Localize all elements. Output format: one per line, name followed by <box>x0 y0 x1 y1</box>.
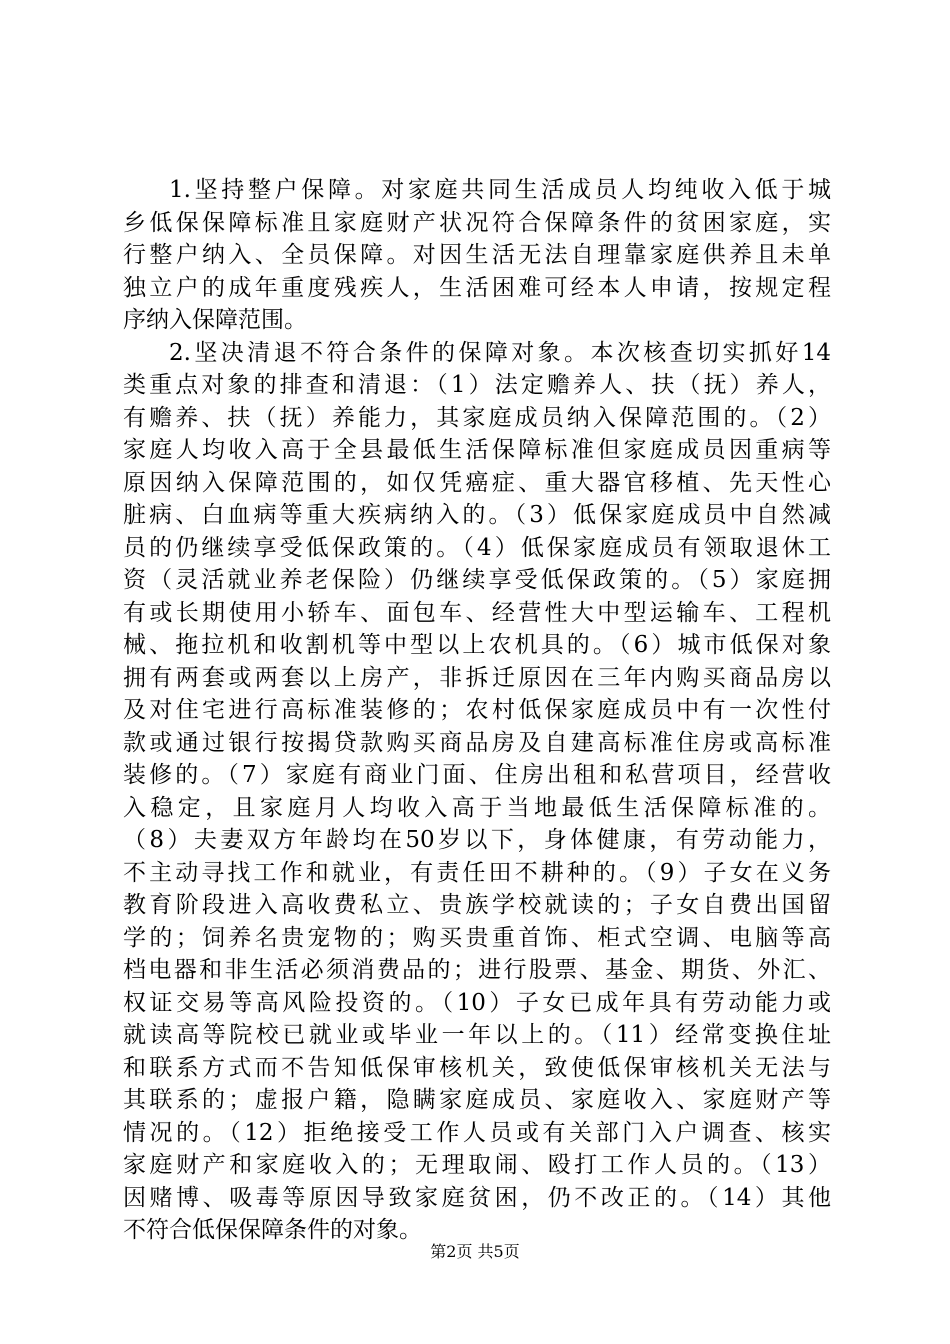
text-line: 员的仍继续享受低保政策的。（4）低保家庭成员有领取退休工 <box>123 534 831 561</box>
text-line: 其联系的；虚报户籍，隐瞒家庭成员、家庭收入、家庭财产等 <box>123 1087 831 1113</box>
text-line: 学的；饲养名贵宠物的；购买贵重首饰、柜式空调、电脑等高 <box>123 924 831 951</box>
body-text <box>123 174 831 1247</box>
text-line: （8）夫妻双方年龄均在50岁以下，身体健康，有劳动能力， <box>123 827 831 853</box>
text-line: 拥有两套或两套以上房产，非拆迁原因在三年内购买商品房以 <box>123 664 831 691</box>
text-line: 2.坚决清退不符合条件的保障对象。本次核查切实抓好14 <box>169 339 831 366</box>
text-line: 装修的。（7）家庭有商业门面、住房出租和私营项目，经营收 <box>123 762 831 788</box>
text-line: 械、拖拉机和收割机等中型以上农机具的。（6）城市低保对象 <box>123 632 831 658</box>
text-line: 权证交易等高风险投资的。（10）子女已成年具有劳动能力或 <box>123 989 831 1016</box>
text-line: 及对住宅进行高标准装修的；农村低保家庭成员中有一次性付 <box>123 697 831 723</box>
text-line: 序纳入保障范围。 <box>123 307 307 333</box>
text-line: 脏病、白血病等重大疾病纳入的。（3）低保家庭成员中自然减 <box>123 502 831 528</box>
text-line: 家庭人均收入高于全县最低生活保障标准但家庭成员因重病等 <box>123 437 831 463</box>
text-line: 1.坚持整户保障。对家庭共同生活成员人均纯收入低于城 <box>169 177 831 203</box>
text-line: 不主动寻找工作和就业，有责任田不耕种的。（9）子女在义务 <box>123 859 831 886</box>
text-line: 家庭财产和家庭收入的；无理取闹、殴打工作人员的。（13） <box>123 1152 831 1178</box>
text-line: 资（灵活就业养老保险）仍继续享受低保政策的。（5）家庭拥 <box>123 567 831 593</box>
text-line: 款或通过银行按揭贷款购买商品房及自建高标准住房或高标准 <box>123 729 831 756</box>
text-line: 入稳定，且家庭月人均收入高于当地最低生活保障标准的。 <box>123 794 831 821</box>
text-line: 乡低保保障标准且家庭财产状况符合保障条件的贫困家庭，实 <box>123 209 831 236</box>
page-footer: 第2页 共5页 <box>430 1242 520 1261</box>
text-line: 行整户纳入、全员保障。对因生活无法自理靠家庭供养且未单 <box>123 242 831 268</box>
text-line: 就读高等院校已就业或毕业一年以上的。（11）经常变换住址 <box>123 1022 831 1048</box>
text-line: 原因纳入保障范围的，如仅凭癌症、重大器官移植、先天性心 <box>123 469 831 496</box>
text-line: 有赡养、扶（抚）养能力，其家庭成员纳入保障范围的。（2） <box>123 404 831 431</box>
text-line: 因赌博、吸毒等原因导致家庭贫困，仍不改正的。（14）其他 <box>123 1184 831 1211</box>
text-line: 档电器和非生活必须消费品的；进行股票、基金、期货、外汇、 <box>123 957 831 983</box>
text-line: 不符合低保保障条件的对象。 <box>123 1217 422 1243</box>
text-line: 有或长期使用小轿车、面包车、经营性大中型运输车、工程机 <box>123 599 831 626</box>
text-line: 独立户的成年重度残疾人，生活困难可经本人申请，按规定程 <box>123 274 831 301</box>
text-line: 教育阶段进入高收费私立、贵族学校就读的；子女自费出国留 <box>123 892 831 918</box>
text-line: 情况的。（12）拒绝接受工作人员或有关部门入户调查、核实 <box>123 1119 831 1146</box>
text-line: 和联系方式而不告知低保审核机关，致使低保审核机关无法与 <box>123 1054 831 1081</box>
text-line: 类重点对象的排查和清退：（1）法定赡养人、扶（抚）养人， <box>123 372 831 398</box>
